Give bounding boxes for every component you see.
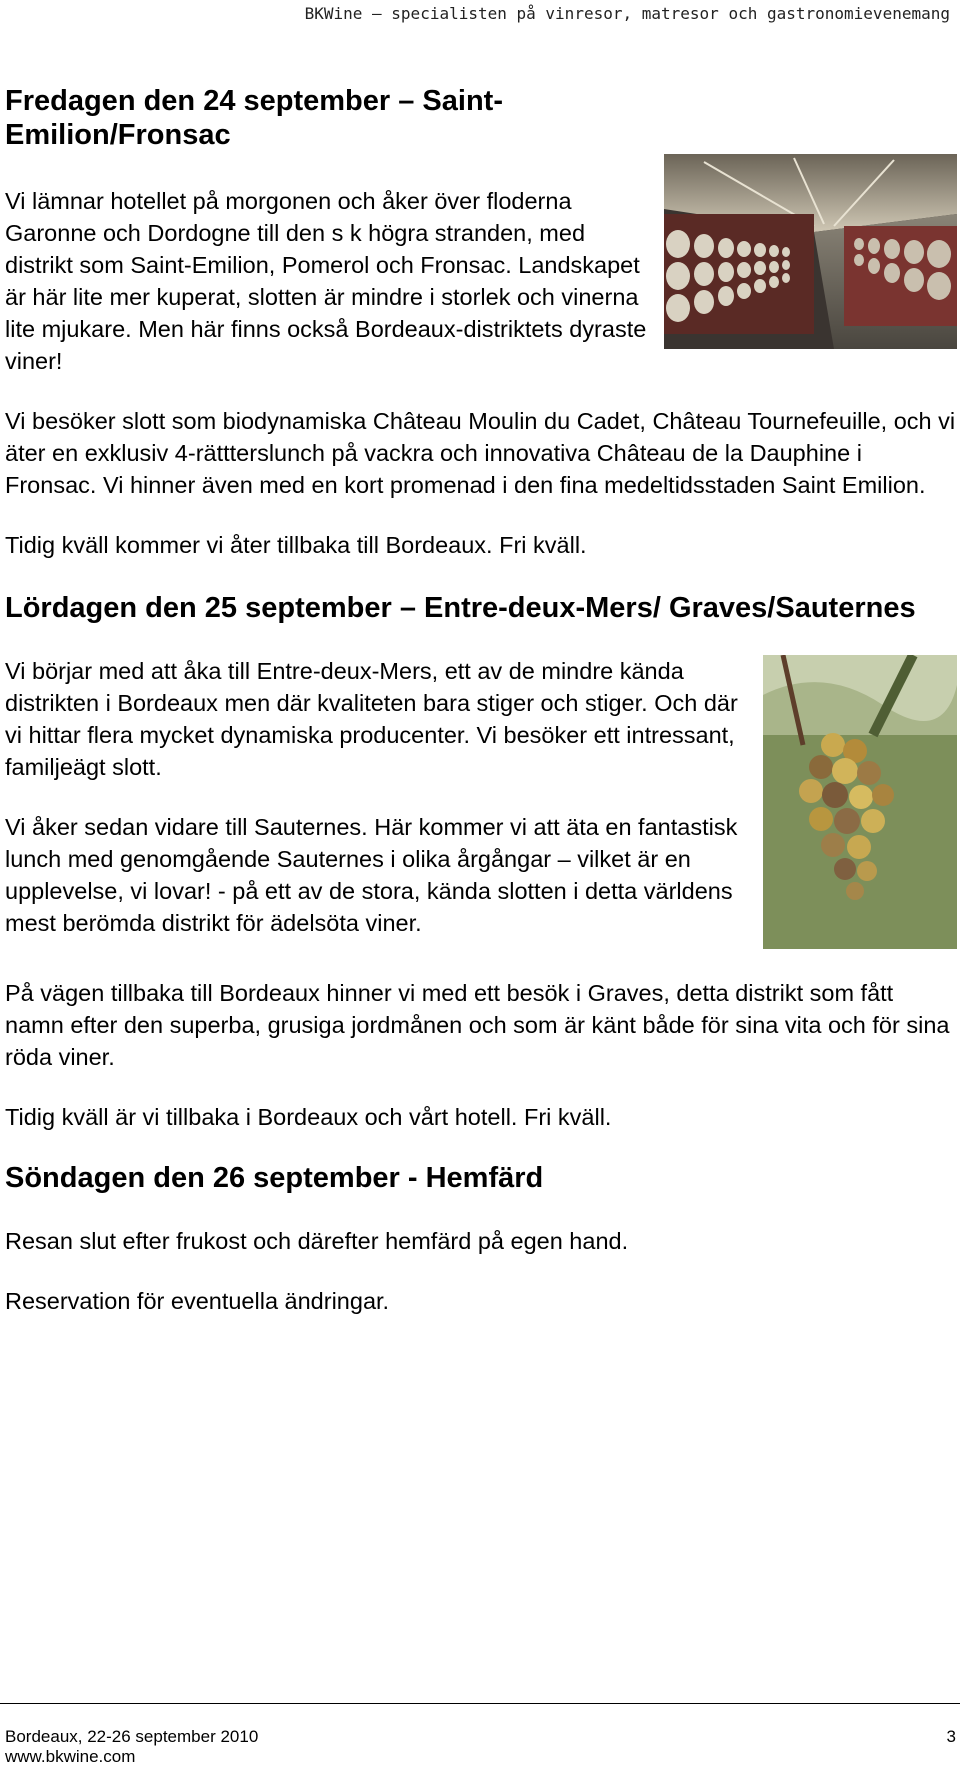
- footer-trip-dates: Bordeaux, 22-26 september 2010: [5, 1727, 259, 1746]
- page-number: 3: [946, 1727, 956, 1746]
- friday-paragraph-3: Tidig kväll kommer vi åter tillbaka till Bordeaux. Fri kväll.: [5, 532, 587, 558]
- saturday-paragraph-3: På vägen tillbaka till Bordeaux hinner vi med ett besök i Graves, detta distrikt som fått namn efter den superba, grusiga jordmånen och som är känt både för sina vita och för sina röda viner.: [5, 980, 950, 1070]
- friday-paragraph-1: Vi lämnar hotellet på morgonen och åker över floderna Garonne och Dordogne till den s k högra stranden, med distrikt som Saint-Emilion, Pomerol och Fronsac. Landskapet är här lite mer kuperat, slotten är mindre i storlek och vinerna lite mjukare. Men här finns också Bordeaux-distriktets dyraste viner!: [5, 188, 647, 374]
- sunday-paragraph-2: Reservation för eventuella ändringar.: [5, 1288, 390, 1314]
- footer-website-link[interactable]: www.bkwine.com: [5, 1747, 136, 1766]
- footer-divider: [0, 1703, 960, 1704]
- page-header: BKWine – specialisten på vinresor, matresor och gastronomievenemang: [304, 4, 950, 23]
- section-title-friday: Fredagen den 24 september – Saint-Emilion/Fronsac: [5, 85, 503, 151]
- saturday-paragraph-2: Vi åker sedan vidare till Sauternes. Här kommer vi att äta en fantastisk lunch med genomgående Sauternes i olika årgångar – vilket är en upplevelse, vi lovar! - på ett av de stora, kända slotten i detta världens mest berömda distrikt för ädelsöta viner.: [5, 814, 738, 936]
- footer-info: [5, 1727, 258, 1767]
- botrytis-grapes-photo: [763, 655, 957, 949]
- section-title-sunday: Söndagen den 26 september - Hemfärd: [5, 1162, 544, 1194]
- saturday-paragraph-1: Vi börjar med att åka till Entre-deux-Mers, ett av de mindre kända distrikten i Bordeaux men där kvaliteten bara stiger och stiger. Och där vi hittar flera mycket dynamiska producenter. Vi besöker ett intressant, familjeägt slott.: [5, 658, 738, 780]
- sunday-paragraph-1: Resan slut efter frukost och därefter hemfärd på egen hand.: [5, 1228, 629, 1254]
- saturday-paragraph-4: Tidig kväll är vi tillbaka i Bordeaux och vårt hotell. Fri kväll.: [5, 1104, 612, 1130]
- document-body: [5, 84, 957, 1317]
- friday-paragraph-2: Vi besöker slott som biodynamiska Château Moulin du Cadet, Château Tournefeuille, och vi äter en exklusiv 4-rättterslunch på vackra och innovativa Château de la Dauphine i Fronsac. Vi hinner även med en kort promenad i den fina medeltidsstaden Saint Emilion.: [5, 408, 956, 498]
- wine-barrel-cellar-photo: [664, 154, 957, 349]
- section-title-saturday: Lördagen den 25 september – Entre-deux-Mers/ Graves/Sauternes: [5, 592, 916, 624]
